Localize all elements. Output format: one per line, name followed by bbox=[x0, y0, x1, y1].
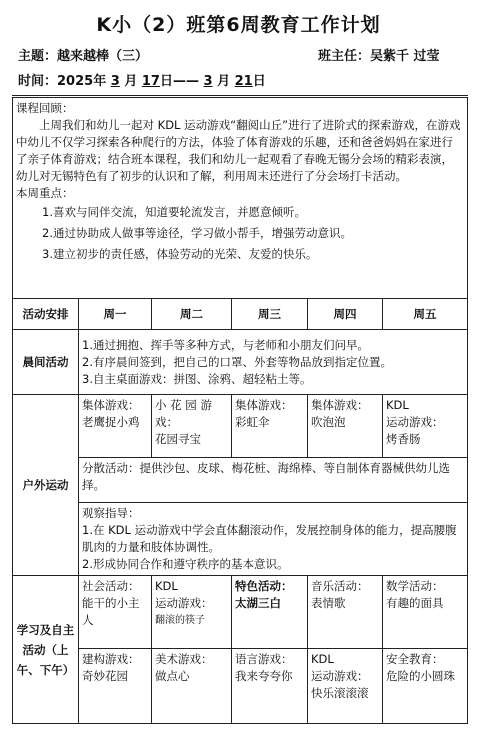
end-day: 21 bbox=[234, 74, 253, 89]
activity-type: 音乐活动： bbox=[311, 579, 369, 593]
activity-type: 运动游戏： bbox=[311, 669, 369, 683]
study-row-2 bbox=[13, 649, 468, 724]
activity-type: 特色活动： bbox=[235, 579, 293, 593]
study-cell bbox=[232, 649, 308, 724]
focus-item: 1.喜欢与同伴交流，知道要轮流发言，并愿意倾听。 bbox=[42, 205, 306, 219]
teacher-line bbox=[318, 45, 440, 64]
game-type: 集体游戏： bbox=[311, 398, 369, 412]
outdoor-guide-row bbox=[13, 503, 468, 576]
start-day: 17 bbox=[141, 74, 160, 89]
date-dash: —— bbox=[172, 74, 199, 89]
end-month: 3 bbox=[203, 74, 213, 89]
outdoor-group-cell: 分散活动：提供沙包、皮球、梅花桩、海绵棒、等自制体育器械供幼儿选择。 bbox=[79, 458, 468, 503]
activity-type: 社会活动： bbox=[82, 579, 140, 593]
study-cell bbox=[308, 576, 383, 649]
outdoor-games-row bbox=[13, 395, 468, 458]
day-header: 周一 bbox=[79, 299, 152, 330]
activity-name: 有趣的面具 bbox=[386, 596, 444, 610]
time-line bbox=[18, 70, 266, 89]
guide-item: 1.在 KDL 运动游戏中学会直体翻滚动作，发展控制身体的能力，提高腰腹肌肉的力量和肢体协调性。 bbox=[82, 523, 457, 554]
game-name: 老鹰捉小鸡 bbox=[82, 415, 140, 429]
morning-item: 3.自主桌面游戏：拼图、涂鸦、超轻粘土等。 bbox=[82, 371, 312, 386]
activity-name: 危险的小圆珠 bbox=[386, 669, 455, 683]
activity-name: 能干的小主人 bbox=[82, 596, 140, 627]
game-type: 集体游戏： bbox=[235, 398, 293, 412]
activity-type: 建构游戏： bbox=[82, 652, 140, 666]
theme-line bbox=[18, 45, 148, 64]
outdoor-guide-cell bbox=[79, 503, 468, 576]
game-name: 彩虹伞 bbox=[235, 415, 270, 429]
theme-label: 主题： bbox=[18, 49, 58, 64]
study-cell bbox=[79, 576, 152, 649]
morning-content bbox=[79, 330, 468, 395]
activity-type: 数学活动： bbox=[386, 579, 444, 593]
activity-type: 美术游戏： bbox=[155, 652, 213, 666]
morning-label: 晨间活动 bbox=[13, 330, 79, 395]
game-type: 集体游戏： bbox=[82, 398, 140, 412]
day-header: 周四 bbox=[308, 299, 383, 330]
outdoor-group-row bbox=[13, 458, 468, 503]
game-type: 运动游戏： bbox=[386, 415, 444, 429]
activity-type: 语言游戏： bbox=[235, 652, 293, 666]
activity-name: 快乐滚滚滚 bbox=[311, 686, 369, 700]
day-header: 周二 bbox=[152, 299, 232, 330]
study-cell bbox=[232, 576, 308, 649]
outdoor-game-cell bbox=[152, 395, 232, 458]
morning-item: 2.有序晨间签到，把自己的口罩、外套等物品放到指定位置。 bbox=[82, 354, 392, 369]
game-name: 烤香肠 bbox=[386, 432, 421, 446]
outdoor-game-cell bbox=[308, 395, 383, 458]
month-label-1: 月 bbox=[124, 74, 138, 89]
teacher-label: 班主任： bbox=[318, 49, 371, 64]
outdoor-game-cell bbox=[79, 395, 152, 458]
focus-label: 本周重点： bbox=[16, 186, 74, 200]
activity-type: 安全教育： bbox=[386, 652, 444, 666]
row-label-header: 活动安排 bbox=[13, 299, 79, 330]
activity-name: 表情歌 bbox=[311, 596, 346, 610]
game-name: 吹泡泡 bbox=[311, 415, 346, 429]
activity-name: 太湖三白 bbox=[235, 596, 281, 610]
day-label-2: 日 bbox=[252, 74, 266, 89]
morning-item: 1.通过拥抱、挥手等多种方式，与老师和小朋友们问早。 bbox=[82, 337, 369, 352]
activity-name: 翻滚的筷子 bbox=[155, 615, 205, 626]
study-cell bbox=[383, 649, 468, 724]
morning-row bbox=[13, 330, 468, 395]
focus-item: 3.建立初步的责任感，体验劳动的光荣、友爱的快乐。 bbox=[42, 247, 318, 261]
time-year: 2025年 bbox=[57, 74, 107, 89]
activity-type: 运动游戏： bbox=[155, 596, 213, 610]
study-cell bbox=[79, 649, 152, 724]
activity-name: 奇妙花园 bbox=[82, 669, 128, 683]
review-label: 课程回顾： bbox=[16, 101, 74, 115]
time-label: 时间： bbox=[18, 74, 58, 89]
theme-value: 越来越棒（三） bbox=[57, 49, 149, 64]
study-label: 学习及自主活动（上午、下午） bbox=[13, 576, 79, 724]
game-type: 小 花 园 游戏： bbox=[155, 398, 212, 429]
focus-item: 2.通过协助成人做事等途径，学习做小帮手，增强劳动意识。 bbox=[42, 226, 352, 240]
outdoor-game-cell bbox=[232, 395, 308, 458]
guide-label: 观察指导： bbox=[82, 506, 140, 520]
start-month: 3 bbox=[110, 74, 120, 89]
activity-name: 做点心 bbox=[155, 669, 190, 683]
study-cell bbox=[152, 649, 232, 724]
outdoor-label: 户外运动 bbox=[13, 395, 79, 576]
outdoor-game-cell bbox=[383, 395, 468, 458]
review-text: 上周我们和幼儿一起对 KDL 运动游戏“翻阅山丘”进行了进阶式的探索游戏，在游戏中幼儿不仅学习探索各种爬行的方法，体验了体育游戏的乐趣，还和爸爸妈妈在家进行了亲子体育游戏；结合班本课程，我们和幼儿一起观看了春晚无锡分会场的精彩表演，幼儿对无锡特色有了初步的认识和了解，利用周末还进行了分会场打卡活动。 bbox=[16, 118, 461, 183]
study-cell bbox=[152, 576, 232, 649]
page-title: K小（2）班第6周教育工作计划 bbox=[96, 14, 381, 36]
teacher-value: 吴紫千 过莹 bbox=[370, 49, 440, 64]
study-row-1 bbox=[13, 576, 468, 649]
review-cell bbox=[13, 97, 468, 299]
review-row bbox=[13, 97, 468, 299]
game-type: KDL bbox=[386, 398, 409, 412]
activity-type: KDL bbox=[311, 652, 334, 666]
day-label-1: 日 bbox=[159, 74, 173, 89]
schedule-header-row bbox=[13, 299, 468, 330]
activity-name: 我来夸夸你 bbox=[235, 669, 293, 683]
month-label-2: 月 bbox=[217, 74, 231, 89]
study-cell bbox=[308, 649, 383, 724]
game-name: 花园寻宝 bbox=[155, 432, 201, 446]
activity-type: KDL bbox=[155, 579, 178, 593]
guide-item: 2.形成协同合作和遵守秩序的基本意识。 bbox=[82, 557, 289, 571]
day-header: 周三 bbox=[232, 299, 308, 330]
study-cell bbox=[383, 576, 468, 649]
plan-table bbox=[12, 95, 468, 724]
day-header: 周五 bbox=[383, 299, 468, 330]
